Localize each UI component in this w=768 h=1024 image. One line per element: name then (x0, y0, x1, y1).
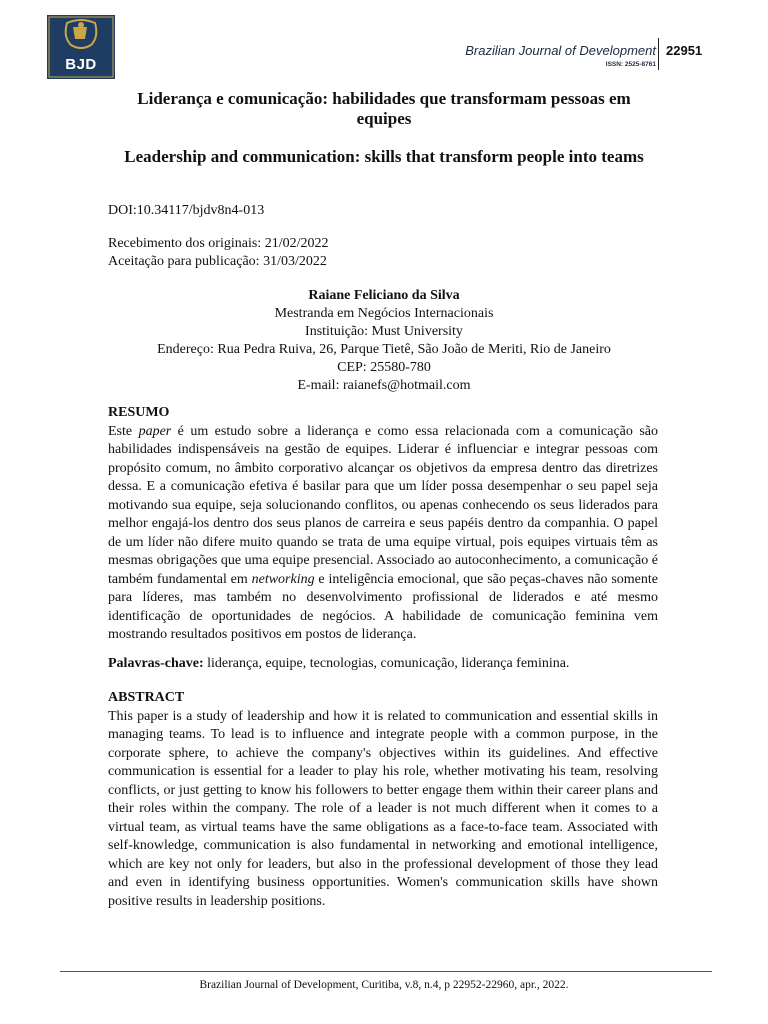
resumo-text-part: Este (108, 423, 139, 439)
author-address: Endereço: Rua Pedra Ruiva, 26, Parque Tietê, São João de Meriti, Rio de Janeiro (157, 342, 611, 357)
received-date: Recebimento dos originais: 21/02/2022 (108, 236, 329, 251)
resumo-heading: RESUMO (108, 405, 170, 420)
author-cep: CEP: 25580-780 (337, 360, 431, 375)
journal-name: Brazilian Journal of Development (465, 43, 656, 58)
logo-text: BJD (65, 56, 97, 73)
footer-citation: Brazilian Journal of Development, Curitiba, v.8, n.4, p 22952-22960, apr., 2022. (199, 979, 569, 991)
abstract-section (108, 689, 658, 911)
page-number: 22951 (666, 43, 703, 58)
journal-logo (47, 15, 115, 79)
accepted-date: Aceitação para publicação: 31/03/2022 (108, 254, 327, 269)
journal-header (465, 43, 656, 68)
abstract-text: This paper is a study of leadership and how it is related to communication and essential skills in managing teams. To lead is to influence and integrate people with a common purpose, in the corporate sphere, to achieve the company's objectives within its guidelines. And effective communication is essential for a leader to play his role, whether motivating his team, resolving conflicts, or just getting to know his followers to better engage them within their career plans and their roles within the company. The role of a leader is not much different when it comes to a virtual team, as virtual teams have the same obligations as a face-to-face team. Associated with self-knowledge, communication is also fundamental in networking and emotional intelligence, which are key not only for leaders, but also in the professional development of those they lead and even in identifying business opportunities. Women's communication skills have shown positive results in leadership positions. (108, 708, 658, 909)
header-divider (658, 38, 659, 70)
resumo-italic-term: paper (138, 423, 172, 439)
keywords-label: Palavras-chave: (108, 656, 204, 671)
resumo-italic-term: networking (251, 571, 315, 587)
footer-rule (60, 971, 712, 972)
keywords (108, 655, 658, 673)
author-name: Raiane Feliciano da Silva (308, 288, 460, 303)
keywords-text: liderança, equipe, tecnologias, comunicação, liderança feminina. (203, 656, 570, 671)
author-degree: Mestranda em Negócios Internacionais (274, 306, 494, 321)
author-email: E-mail: raianefs@hotmail.com (297, 378, 471, 393)
resumo-section (108, 404, 658, 645)
issn: ISSN: 2525-8761 (605, 61, 656, 68)
title-portuguese: Liderança e comunicação: habilidades que transformam pessoas em equipes (137, 89, 631, 128)
doi: DOI:10.34117/bjdv8n4-013 (108, 203, 265, 218)
title-english: Leadership and communication: skills that transform people into teams (124, 147, 644, 166)
resumo-text-part: é um estudo sobre a liderança e como essa relacionada com a comunicação são habilidades indispensáveis na gestão de equipes. Liderar é influenciar e integrar pessoas com propósito comum, no âmbito corporativo alcançar os objetivos da empresa dentro das diretrizes dessa. E a comunicação efetiva é basilar para que um líder possa desempenhar o seu papel seja motivando sua equipe, seja solucionando conflitos, ou apenas conhecendo os seus liderados para melhor engajá-los dentro dos seus planos de carreira e seus papéis dentro da companhia. O papel de um líder não difere muito quando se trata de uma equipe virtual, pois equipes virtuais têm as mesmas obrigações que uma equipe presencial. Associado ao autoconhecimento, a comunicação é também fundamental em (108, 423, 658, 587)
resumo-text (108, 423, 658, 645)
author-institution: Instituição: Must University (305, 324, 463, 339)
resumo-text-part: e inteligência emocional, que são peças-chaves não somente para líderes, mas também no desenvolvimento profissional de liderados e até mesmo identificação de oportunidades de negócios. A habilidade de comunicação feminina vem mostrando resultados positivos em postos de liderança. (108, 571, 658, 642)
author-block (108, 287, 660, 395)
abstract-heading: ABSTRACT (108, 690, 185, 705)
